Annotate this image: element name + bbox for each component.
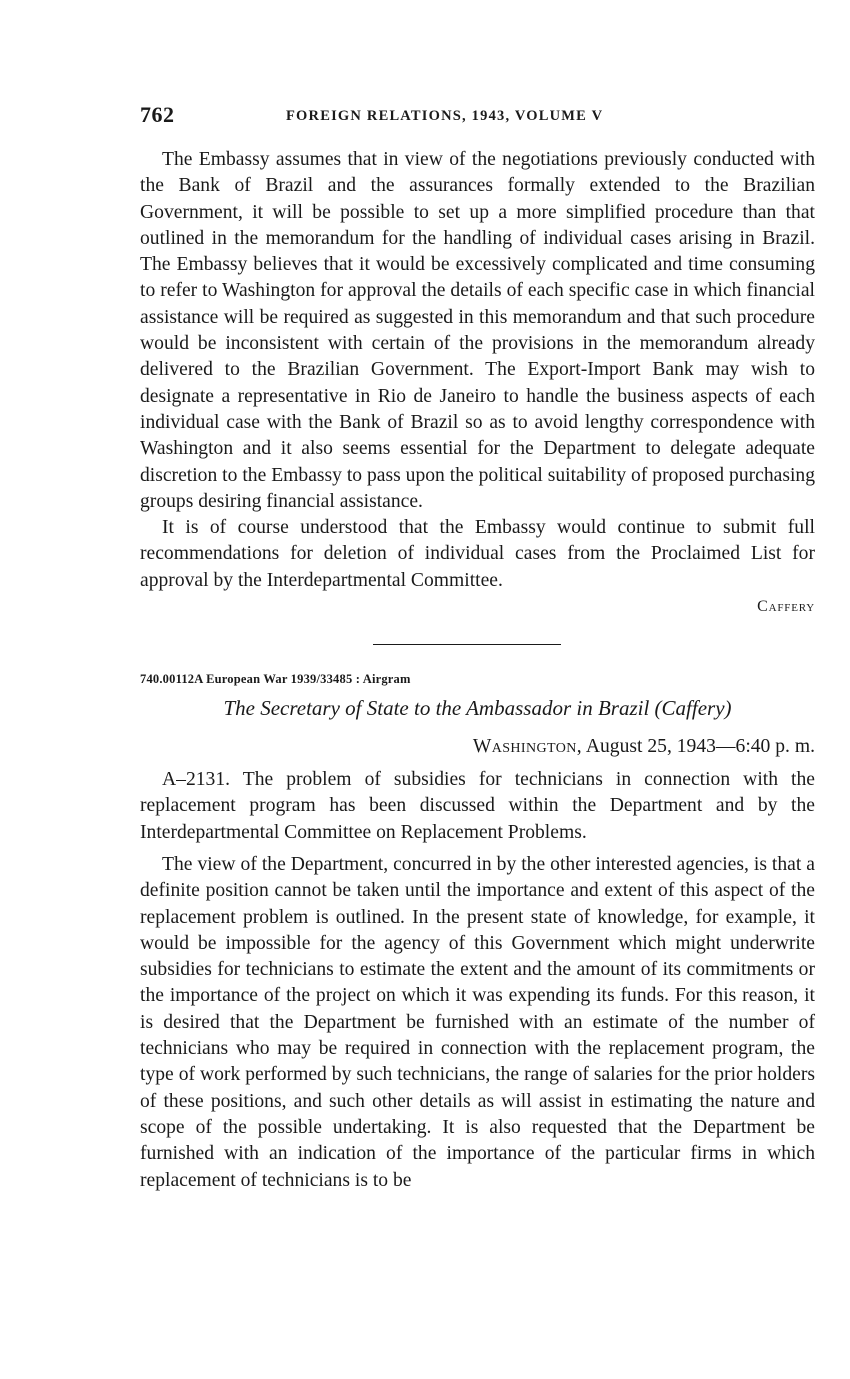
dateline-city: Washington, (472, 736, 583, 758)
section-divider (373, 644, 561, 645)
airgram-paragraph-2: The view of the Department, concurred in by the other interested agencies, is that a definite position cannot be taken until the importance and extent of this aspect of the replacement problem is outlined. In the present state of knowledge, for example, it would be impossible for the agency of this Government which might underwrite subsidies for technicians to estimate the extent and the amount of its commitments or the importance of the project on which it was expending its funds. For this reason, it is desired that the Department be furnished with an estimate of the number of technicians who may be required in connection with the replacement program, the type of work performed by such technicians, the range of salaries for the prior holders of these positions, and such other details as will assist in estimating the nature and scope of the possible undertaking. It is also requested that the Department be furnished with an indication of the importance of the particular firms in which replacement of technicians is to be (140, 853, 815, 1191)
dateline-date: August 25, 1943—6:40 p. m. (585, 736, 815, 758)
signature: Caffery (757, 598, 815, 616)
body-paragraph-1: The Embassy assumes that in view of the negotiations previously conducted with the Bank of Brazil and the assurances formally extended to the Brazilian Government, it will be possible to set up a more simplified procedure than that outlined in the memorandum for the handling of individual cases arising in Brazil. The Embassy believes that it would be excessively complicated and time consuming to refer to Washington for approval the details of each specific case in which financial assistance will be required as suggested in this memorandum and that such procedure would be inconsistent with certain of the provisions in the memorandum already delivered to the Brazilian Government. The Export-Import Bank may wish to designate a representative in Rio de Janeiro to handle the business aspects of each individual case with the Bank of Brazil so as to avoid lengthy correspondence with Washington and it also seems essential for the Department to delegate adequate discretion to the Embassy to pass upon the political suitability of proposed purchasing groups desiring financial assistance. (140, 149, 815, 512)
dateline (140, 734, 815, 760)
body-paragraph-2: It is of course understood that the Embassy would continue to submit full recommendations for deletion of individual cases from the Proclaimed List for approval by the Interdepartmental Committee. (140, 517, 815, 591)
file-reference: 740.00112A European War 1939/33485 : Airgram (140, 672, 411, 687)
airgram-paragraph-1: A–2131. The problem of subsidies for technicians in connection with the replacement program has been discussed within the Department and by the Interdepartmental Committee on Replacement Problems. (140, 769, 815, 843)
running-head (140, 98, 815, 138)
running-title: FOREIGN RELATIONS, 1943, VOLUME V (286, 108, 604, 124)
page-number: 762 (140, 102, 175, 127)
document-page (140, 98, 815, 1194)
document-heading: The Secretary of State to the Ambassador in Brazil (Caffery) (223, 696, 732, 721)
